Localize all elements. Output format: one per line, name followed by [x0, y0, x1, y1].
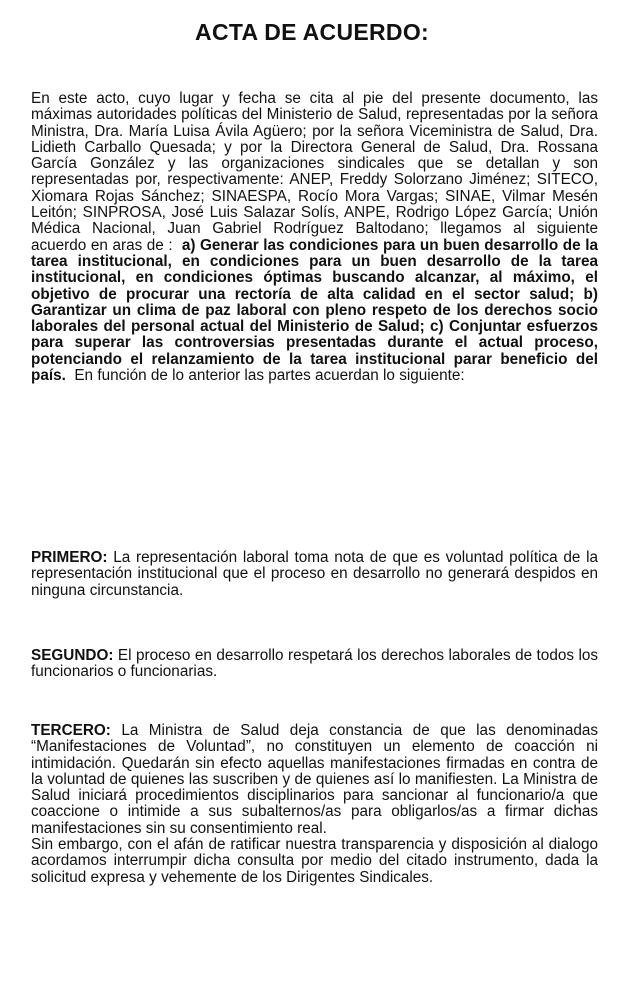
clause-segundo-text: El proceso en desarrollo respetará los derechos laborales de todos los funcionarios o funcionarias. — [31, 647, 599, 681]
intro-bold-objectives: a) Generar las condiciones para un buen desarrollo de la tarea institucional, en condiciones para un buen desarrollo de la tarea institucional, en condiciones óptimas buscando alcanzar, al máximo, el objetivo de procurar una rectoría de alta calidad en el sector salud; b) Garantizar un clima de paz laboral con pleno respeto de los derechos socio laborales del personal actual del Ministerio de Salud; c) Conjuntar esfuerzos para superar las controversias presentadas durante el actual proceso, potenciando el relanzamiento de la tarea institucional parar beneficio del país. — [31, 236, 598, 385]
document-title: ACTA DE ACUERDO: — [195, 19, 429, 45]
intro-paragraph — [31, 91, 598, 384]
clause-primero — [31, 550, 598, 599]
clause-tercero-continuation: Sin embargo, con el afán de ratificar nuestra transparencia y disposición al dialogo acordamos interrumpir dicha consulta por medio del citado instrumento, dada la solicitud expresa y vehemente de los Dirigentes Sindicales. — [31, 836, 598, 886]
clause-segundo-heading: SEGUNDO: — [31, 647, 114, 664]
clause-tercero-text: La Ministra de Salud deja constancia de que las denominadas “Manifestaciones de Voluntad”, no constituyen un elemento de coacción ni intimidación. Quedarán sin efecto aquellas manifestaciones firmadas en contra de la voluntad de quienes las suscriben y de quienes así lo manifiesten. La Ministra de Salud iniciará procedimientos disciplinarios para sancionar al funcionario/a que coaccione o intimide a sus subalternos/as para obligarlos/as a firmar dichas manifestaciones sin su consentimiento real. — [31, 722, 599, 837]
intro-text: En este acto, cuyo lugar y fecha se cita al pie del presente documento, las máximas autoridades políticas del Ministerio de Salud, representadas por la señora Ministra, Dra. María Luisa Ávila Agüero; por la señora Viceministra de Salud, Dra. Lidieth Carballo Quesada; y por la Directora General de Salud, Dra. Rossana García González y las organizaciones sindicales que se detallan y son representadas por, respectivamente: ANEP, Freddy Solorzano Jiménez; SITECO, Xiomara Rojas Sánchez; SINAESPA, Rocío Mora Vargas; SINAE, Vilmar Mesén Leitón; SINPROSA, José Luis Salazar Solís, ANPE, Rodrigo López García; Unión Médica Nacional, Juan Gabriel Rodríguez Baltodano; llegamos al siguiente acuerdo en aras de : — [31, 90, 598, 254]
clause-segundo — [31, 648, 598, 681]
clause-primero-heading: PRIMERO: — [31, 549, 108, 566]
clause-primero-text: La representación laboral toma nota de que es voluntad política de la representación institucional que el proceso en desarrollo no generará despidos en ninguna circunstancia. — [31, 549, 599, 599]
clause-tercero-heading: TERCERO: — [31, 722, 111, 739]
intro-closing-text: En función de lo anterior las partes acuerdan lo siguiente: — [74, 367, 465, 385]
clause-tercero — [31, 723, 598, 886]
clause-tercero-body — [31, 723, 598, 837]
